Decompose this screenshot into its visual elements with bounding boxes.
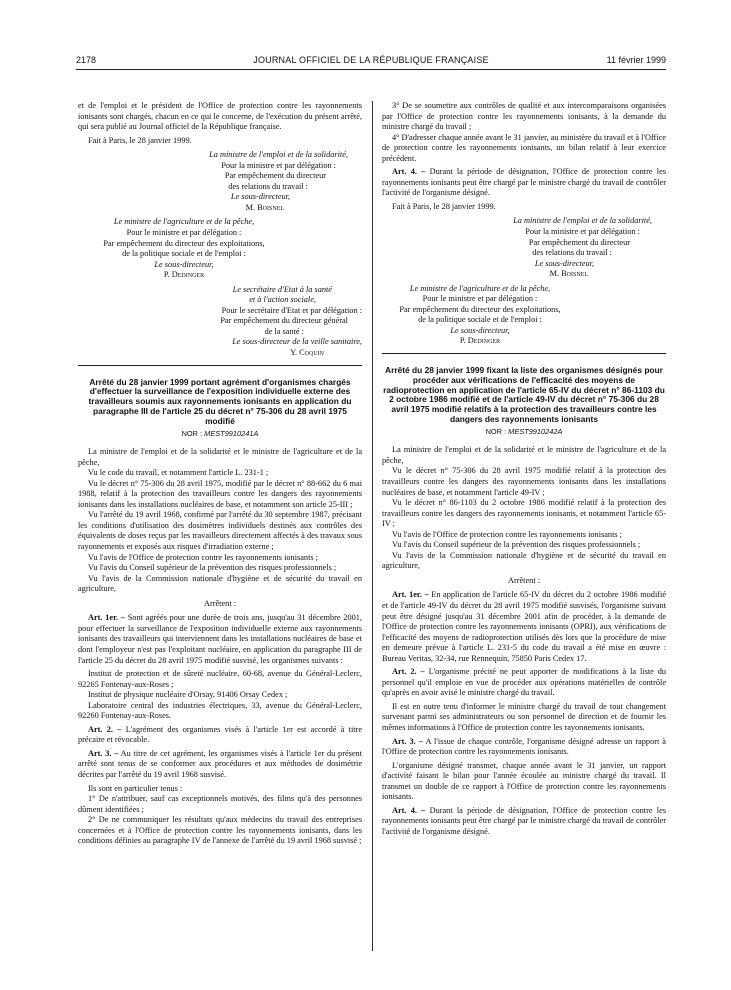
- section-divider: [78, 365, 362, 366]
- header-rule: [76, 69, 666, 70]
- signature-line: Pour le ministre et par délégation :: [422, 294, 538, 304]
- article-text: Durant la période de désignation, l'Office de protection contre les rayonnements ionisants peut être chargé par le ministre chargé du travail de contrôler l'activité de l'organisme désigné.: [382, 805, 667, 836]
- list-item: 3° De se soumettre aux contrôles de qualité et aux intercomparaisons organisées par l'Office de protection contre les rayonnements ionisants, à la demande du ministre chargé du travail ;: [382, 101, 666, 132]
- article-1: [78, 613, 362, 666]
- visa-paragraph: La ministre de l'emploi et de la solidarité et le ministre de l'agriculture et de la pêche,: [78, 447, 362, 467]
- issue-date: 11 février 1999: [606, 55, 666, 65]
- signature-line: Le sous-directeur,: [534, 258, 594, 268]
- left-column: [78, 101, 362, 847]
- section-divider: [382, 353, 666, 354]
- article-label: Art. 1er. –: [88, 613, 125, 623]
- article-label: Art. 4. –: [392, 805, 426, 815]
- visa-paragraph: Vu le décret n° 75-306 du 28 avril 1975, modifié par le décret n° 88-662 du 6 mai 1988, relatif à la protection des travailleurs contre les dangers des rayonnements ionisants dans les installations nucléaires de base, et notamment son article 25-III ;: [78, 478, 362, 509]
- signature-block-agriculture: [380, 284, 580, 347]
- nor-code: MEST9910242A: [508, 426, 563, 436]
- article-4: [382, 167, 666, 199]
- signature-line: de la politique sociale et de l'emploi :: [122, 249, 246, 259]
- list-intro: Ils sont en particulier tenus :: [88, 783, 183, 793]
- right-column: [382, 101, 666, 838]
- list-item: 2° De ne communiquer les résultats qu'aux médecins du travail des entreprises concernées et à l'Office de protection contre les rayonnements ionisants, dans les conditions définies au paragraphe IV de l'annexe de l'arrêté du 19 avril 1968 susvisé ;: [78, 815, 362, 846]
- signature-line: Pour le secrétaire d'Etat et par délégation :: [221, 305, 362, 315]
- signature-line: La ministre de l'emploi et de la solidarité,: [513, 216, 652, 226]
- page-header: [76, 55, 666, 69]
- visa-paragraph: Vu l'avis de la Commission nationale d'hygiène et de sécurité du travail en agriculture,: [78, 573, 362, 594]
- nor-reference: [78, 429, 362, 440]
- signature-line: des relations du travail :: [532, 248, 612, 258]
- arrete-heading: Arrêté du 28 janvier 1999 portant agrément d'organismes chargés d'effectuer la surveillance de l'exposition individuelle externe des travailleurs soumis aux rayonnements ionisants en application du paragraphe III de l'article 25 du décret n° 75-306 du 28 avril 1975 modifié: [88, 376, 352, 426]
- signature-line: Le sous-directeur,: [450, 325, 510, 335]
- article-2: [78, 725, 362, 746]
- organism-entry: Institut de protection et de sûreté nucléaire, 60-68, avenue du Général-Leclerc, 92265 Fontenay-aux-Roses ;: [78, 669, 362, 689]
- signature-line: de la politique sociale et de l'emploi :: [418, 315, 542, 325]
- signature-line: Le ministre de l'agriculture et de la pêche,: [409, 283, 551, 293]
- visa-paragraph: Vu l'avis du Conseil supérieur de la prévention des risques professionnels ;: [88, 563, 337, 573]
- article-text: En application de l'article 65-IV du décret du 2 octobre 1986 modifié et de l'article 49-IV du décret du 28 avril 1975 modifié susvisés, l'organisme suivant peut être désigné jusqu'au 31 décembre 2001 afin de procéder, à la demande de l'Office de protection contre les rayonnements ionisants (OPRI), aux vérifications de l'efficacité des moyens de radioprotection utilisés dès lors que la procédure de mise en demeure prévue à l'article L. 231-5 du code du travail a été mise en œuvre : Bureau Veritas, 32-34, rue Rennequin, 75850 Paris Cedex 17.: [382, 590, 667, 663]
- signatory-name: Y. Coquin: [290, 348, 324, 358]
- signature-line: Pour la ministre et par délégation :: [525, 227, 640, 237]
- article-text: L'organisme précité ne peut apporter de modifications à la liste du personnel qu'il emploie en vue de procéder aux opérations matérielles de contrôle qu'après en avoir avisé le ministre chargé du travail.: [382, 667, 667, 698]
- nor-label: NOR :: [181, 428, 203, 438]
- signatory-name: P. Dedinger: [163, 270, 205, 280]
- signatory-name: M. Boisnel: [245, 202, 284, 212]
- signature-line: des relations du travail :: [228, 181, 308, 191]
- signature-line: Par empêchement du directeur: [224, 171, 326, 181]
- signature-line: Par empêchement du directeur: [528, 237, 630, 247]
- arretent-line: Arrêtent :: [507, 575, 541, 585]
- article-paragraph: Il est en outre tenu d'informer le ministre chargé du travail de tout changement survenant parmi ses administrateurs ou son personnel de direction et de fournir les mêmes informations à l'Office de protection contre les rayonnements ionisants.: [382, 701, 666, 733]
- article-3: [78, 749, 362, 781]
- visa-paragraph: Vu l'avis de l'Office de protection contre les rayonnements ionisants ;: [88, 552, 318, 562]
- article-paragraph: L'organisme désigné transmet, chaque année avant le 31 janvier, un rapport d'activité faisant le bilan pour l'année écoulée au ministre chargé du travail. Il transmet un double de ce rapport à l'Office de protection contre les rayonnements ionisants.: [382, 760, 666, 802]
- article-label: Art. 2. –: [88, 724, 122, 734]
- signature-line: Le sous-directeur,: [230, 192, 290, 202]
- signature-line: La ministre de l'emploi et de la solidarité,: [209, 150, 348, 160]
- article-2: [382, 667, 666, 699]
- article-text: L'agrément des organismes visés à l'article 1er est accordé à titre précaire et révocable.: [78, 724, 363, 745]
- article-3: [382, 737, 666, 758]
- list-item: 1° De n'attribuer, sauf cas exceptionnels motivés, des films qu'à des personnes dûment identifiées ;: [78, 794, 362, 814]
- organism-entry: Laboratoire central des industries électriques, 33, avenue du Général-Leclerc, 92260 Fontenay-aux-Roses.: [78, 700, 362, 721]
- signature-block-emploi: [382, 216, 666, 279]
- signature-line: Par empêchement du directeur des exploitations,: [103, 238, 265, 248]
- visa-paragraph: Vu l'arrêté du 19 avril 1968, confirmé par l'arrêté du 30 septembre 1987, précisant les conditions d'utilisation des dosimètres individuels destinés aux contrôles des équivalents de doses reçus par les travailleurs directement affectés à des travaux sous rayonnements et exposés aux risques d'irradiation externe ;: [78, 510, 362, 552]
- fait-line: Fait à Paris, le 28 janvier 1999.: [88, 135, 192, 145]
- signature-line: Le sous-directeur,: [154, 259, 214, 269]
- article-1: [382, 590, 666, 664]
- page-number: 2178: [76, 55, 97, 65]
- visa-paragraph: Vu le code du travail, et notamment l'article L. 231-1 ;: [88, 468, 269, 478]
- nor-label: NOR :: [485, 426, 507, 436]
- article-text: Au titre de cet agrément, les organismes visés à l'article 1er du présent arrêté sont tenus de se conformer aux procédures et aux méthodes de dosimétrie décrites par l'arrêté du 19 avril 1968 susvisé.: [78, 748, 363, 779]
- signature-line: Pour le ministre et par délégation :: [126, 228, 242, 238]
- article-4: [382, 806, 666, 838]
- article-text: Durant la période de désignation, l'Office de protection contre les rayonnements ionisants peut être chargé par le ministre chargé du travail de contrôler l'activité de l'organisme désigné.: [382, 167, 667, 198]
- article-text: Sont agréés pour une durée de trois ans, jusqu'au 31 décembre 2001, pour effectuer la surveillance de l'exposition individuelle externe aux rayonnements ionisants des travailleurs qui interviennent dans les installations nucléaires de base et dont l'employeur n'est pas l'exploitant nucléaire, en application du paragraphe III de l'article 25 du décret du 28 avril 1975 modifié susvisé, les organismes suivants :: [78, 613, 362, 665]
- article-label: Art. 3. –: [88, 748, 119, 758]
- article-label: Art. 3. –: [392, 736, 423, 746]
- signature-line: Par empêchement du directeur des exploitations,: [399, 304, 561, 314]
- column-separator: [372, 101, 373, 951]
- visa-paragraph: Vu le décret n° 86-1103 du 2 octobre 1986 modifié relatif à la protection des travailleurs contre les dangers des rayonnements ionisants, et notamment l'article 65-IV ;: [382, 498, 666, 529]
- signature-line: Le sous-directeur de la veille sanitaire,: [232, 337, 362, 347]
- organism-entry: Institut de physique nucléaire d'Orsay, 91406 Orsay Cedex ;: [88, 690, 288, 700]
- arrete-heading: Arrêté du 28 janvier 1999 fixant la liste des organismes désignés pour procéder aux vérifications de l'efficacité des moyens de radioprotection en application de l'article 65-IV du décret n° 86-1103 du 2 octobre 1986 modifié et de l'article 49-IV du décret n° 75-306 du 28 avril 1975 modifié relatifs à la protection des travailleurs contre les dangers des rayonnements ionisants: [383, 365, 665, 425]
- visa-paragraph: Vu l'avis de la Commission nationale d'hygiène et de sécurité du travail en agriculture,: [382, 550, 666, 571]
- signature-block-sante: [78, 285, 362, 359]
- signature-block-emploi: [78, 150, 362, 213]
- article-label: Art. 4. –: [392, 167, 426, 177]
- visa-paragraph: La ministre de l'emploi et de la solidarité et le ministre de l'agriculture et de la pêche,: [382, 445, 666, 465]
- signature-line: Par empêchement du directeur général: [220, 316, 348, 326]
- signature-line: Le secrétaire d'Etat à la santé: [232, 284, 332, 294]
- visa-paragraph: Vu le décret n° 75-306 du 28 avril 1975 modifié relatif à la protection des travailleurs contre les dangers des rayonnements ionisants dans les installations nucléaires de base, et notamment l'article 49-IV ;: [382, 466, 666, 497]
- signature-line: Le ministre de l'agriculture et de la pêche,: [113, 217, 255, 227]
- signatory-name: P. Dedinger: [459, 336, 501, 346]
- article-label: Art. 1er. –: [392, 590, 429, 600]
- signature-block-agriculture: [84, 217, 284, 280]
- article-text: A l'issue de chaque contrôle, l'organisme désigné adresse un rapport à l'Office de protection contre les rayonnements ionisants.: [382, 736, 666, 757]
- journal-title: JOURNAL OFFICIEL DE LA RÉPUBLIQUE FRANÇAISE: [253, 55, 489, 65]
- signature-line: et à l'action sociale,: [249, 295, 316, 305]
- nor-code: MEST9910241A: [204, 428, 259, 438]
- fait-line: Fait à Paris, le 28 janvier 1999.: [392, 201, 496, 211]
- arretent-line: Arrêtent :: [203, 598, 237, 608]
- closing-paragraph: et de l'emploi et le président de l'Office de protection contre les rayonnements ionisants sont chargés, chacun en ce qui le concerne, de l'exécution du présent arrêté, qui sera publié au Journal officiel de la République française.: [78, 101, 362, 132]
- nor-reference: [382, 427, 666, 438]
- visa-paragraph: Vu l'avis du Conseil supérieur de la prévention des risques professionnels ;: [392, 540, 641, 550]
- signatory-name: M. Boisnel: [549, 269, 588, 279]
- article-label: Art. 2. –: [392, 667, 425, 677]
- list-item: 4° D'adresser chaque année avant le 31 janvier, au ministère du travail et à l'Office de protection contre les rayonnements ionisants, un bilan relatif à leur exercice précédent.: [382, 132, 666, 163]
- visa-paragraph: Vu l'avis de l'Office de protection contre les rayonnements ionisants ;: [392, 529, 622, 539]
- signature-line: Pour la ministre et par délégation :: [221, 160, 336, 170]
- signature-line: de la santé :: [264, 326, 304, 336]
